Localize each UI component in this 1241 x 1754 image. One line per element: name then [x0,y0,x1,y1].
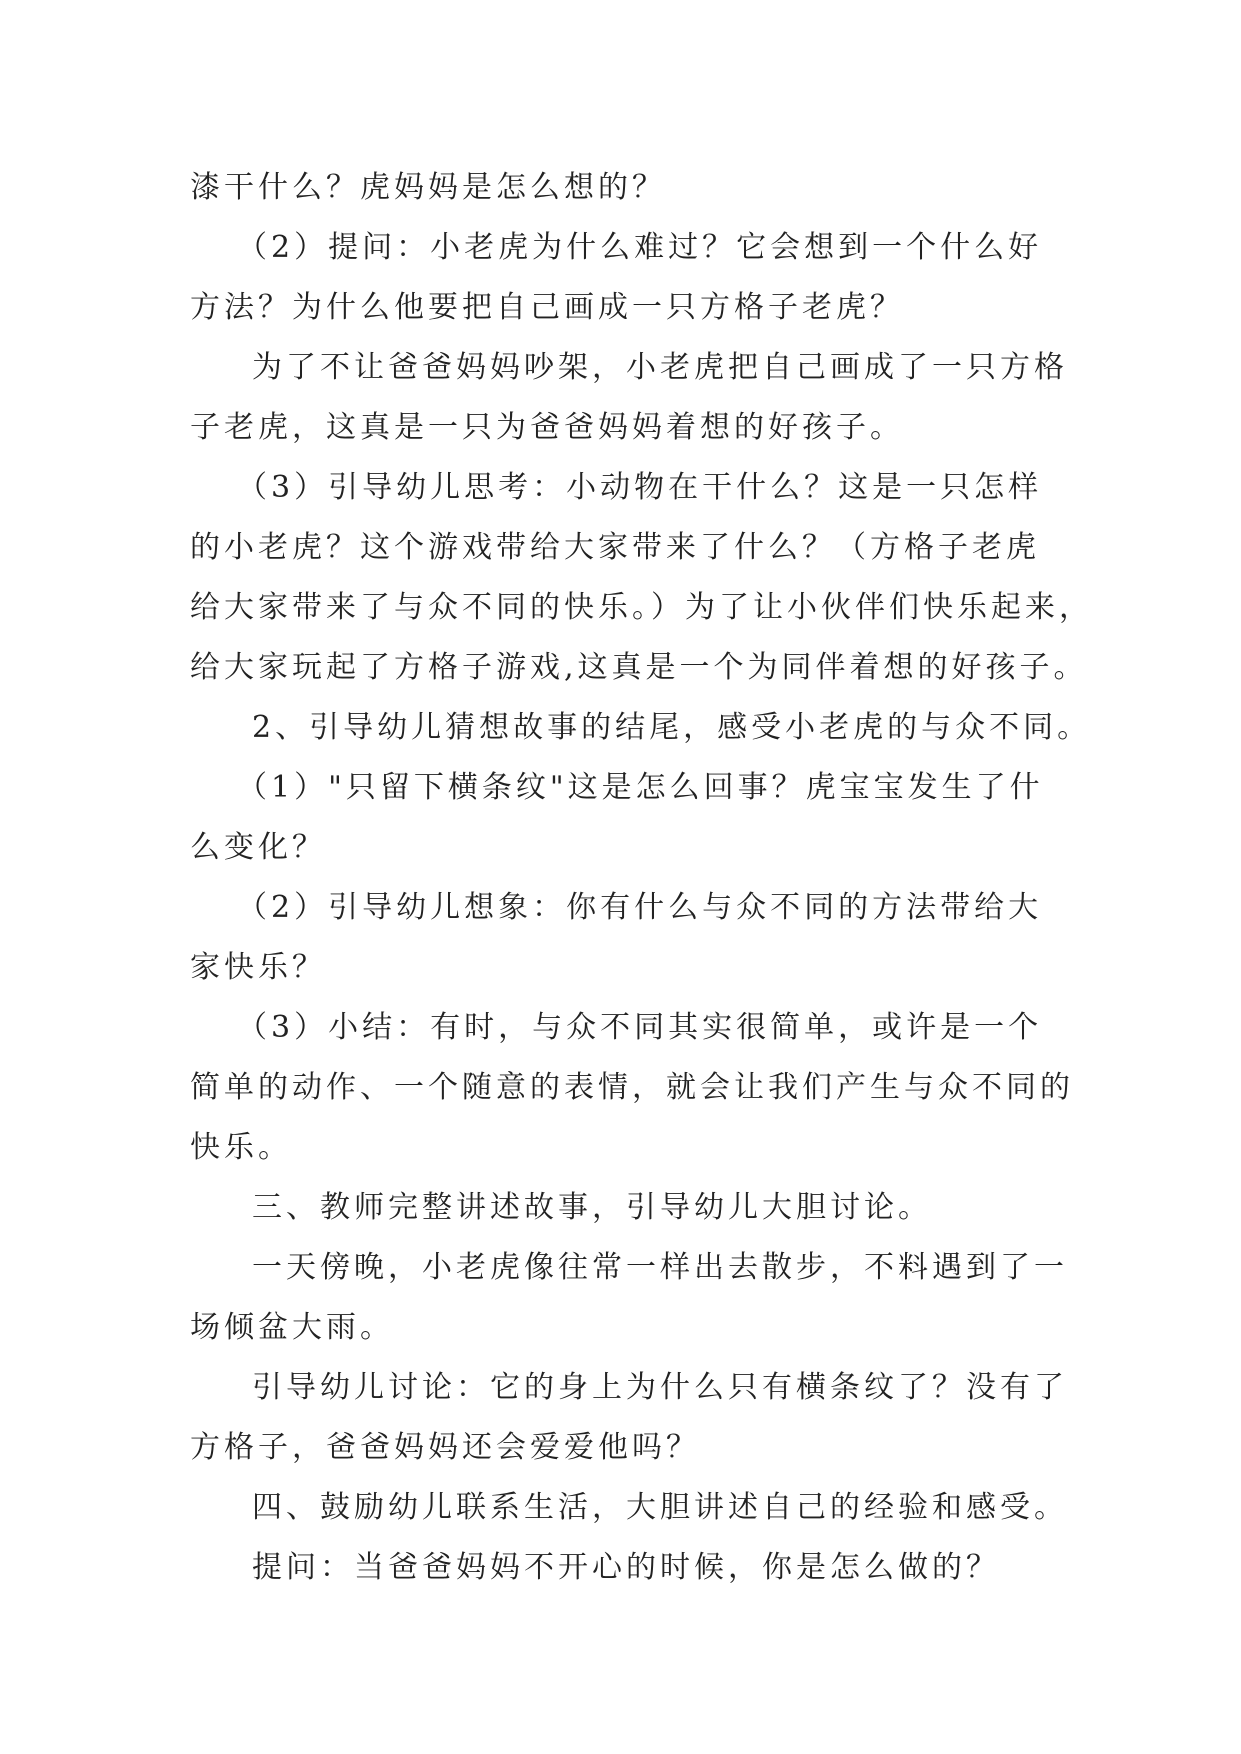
text-line: （3）小结：有时，与众不同其实很简单，或许是一个 [237,1010,1043,1045]
text-line: 方格子，爸爸妈妈还会爱爱他吗？ [190,1430,700,1465]
text-line: 一天傍晚，小老虎像往常一样出去散步，不料遇到了一 [252,1250,1068,1285]
text-line: 么变化？ [190,830,326,865]
text-line: 简单的动作、一个随意的表情，就会让我们产生与众不同的 [190,1070,1074,1105]
text-line: （2）提问：小老虎为什么难过？它会想到一个什么好 [237,230,1043,265]
text-line: 子老虎，这真是一只为爸爸妈妈着想的好孩子。 [190,410,904,445]
text-line: 场倾盆大雨。 [190,1310,394,1345]
text-line: 漆干什么？虎妈妈是怎么想的？ [190,170,666,205]
text-line: 为了不让爸爸妈妈吵架，小老虎把自己画成了一只方格 [252,350,1068,385]
text-line: 引导幼儿讨论：它的身上为什么只有横条纹了？没有了 [252,1370,1068,1405]
text-line: 家快乐？ [190,950,326,985]
text-line: （3）引导幼儿思考：小动物在干什么？这是一只怎样 [237,470,1043,505]
text-line: （2）引导幼儿想象：你有什么与众不同的方法带给大 [237,890,1043,925]
text-line: 给大家玩起了方格子游戏,这真是一个为同伴着想的好孩子。 [190,650,1088,685]
text-line: 给大家带来了与众不同的快乐。）为了让小伙伴们快乐起来， [190,590,1093,625]
text-line: 2、引导幼儿猜想故事的结尾，感受小老虎的与众不同。 [252,710,1092,745]
text-line: 的小老虎？这个游戏带给大家带来了什么？（方格子老虎 [190,530,1040,565]
document-body [190,158,1093,1598]
text-line: 快乐。 [190,1130,292,1165]
text-line: 三、教师完整讲述故事，引导幼儿大胆讨论。 [252,1190,932,1225]
text-line: （1）"只留下横条纹"这是怎么回事？虎宝宝发生了什 [237,770,1044,805]
text-line: 四、鼓励幼儿联系生活，大胆讲述自己的经验和感受。 [252,1490,1068,1525]
text-line: 提问：当爸爸妈妈不开心的时候，你是怎么做的？ [252,1550,1000,1585]
text-line: 方法？为什么他要把自己画成一只方格子老虎？ [190,290,904,325]
